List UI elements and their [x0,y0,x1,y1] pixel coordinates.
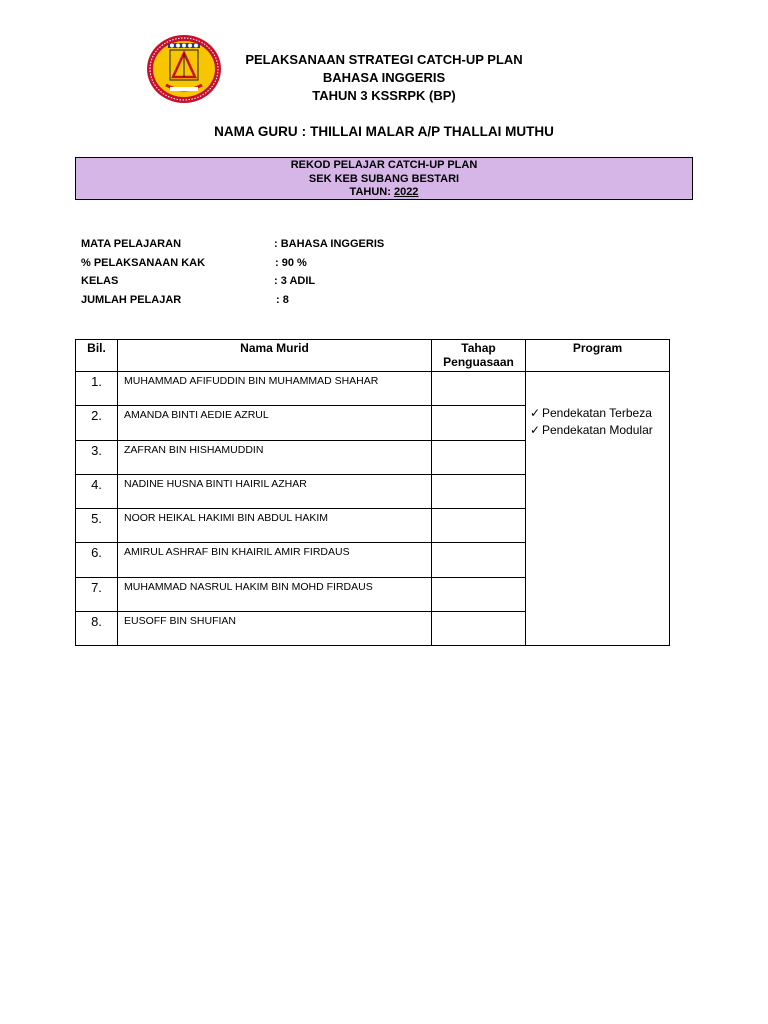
student-table [75,339,670,646]
student-name: NADINE HUSNA BINTI HAIRIL AZHAR [118,474,432,508]
tahap-cell [432,474,526,508]
info-value: : 90 % [275,256,307,269]
record-school: SEK KEB SUBANG BESTARI [308,172,460,185]
row-number: 8. [76,612,118,646]
program-item [530,405,669,422]
row-number: 2. [76,406,118,440]
teacher-name: THILLAI MALAR A/P THALLAI MUTHU [310,124,554,139]
record-year-line [76,186,692,200]
tahap-cell [432,577,526,611]
student-name: ZAFRAN BIN HISHAMUDDIN [118,440,432,474]
table-row [76,372,670,406]
record-title: REKOD PELAJAR CATCH-UP PLAN [290,159,478,171]
info-label: % PELAKSANAAN KAK [81,256,206,269]
teacher-line: NAMA GURU : THILLAI MALAR A/P THALLAI MUTHU [214,124,554,139]
record-year: 2022 [393,186,419,198]
program-label: Pendekatan Terbeza [542,406,652,420]
record-year-label: TAHUN: [349,186,391,198]
tahap-cell [432,543,526,577]
program-label: Pendekatan Modular [542,422,653,437]
row-number: 7. [76,577,118,611]
doc-grade: TAHUN 3 KSSRPK (BP) [312,88,456,103]
row-number: 4. [76,474,118,508]
student-name: MUHAMMAD AFIFUDDIN BIN MUHAMMAD SHAHAR [118,372,432,406]
record-banner [75,157,693,200]
teacher-label: NAMA GURU [214,124,298,139]
student-name: AMIRUL ASHRAF BIN KHAIRIL AMIR FIRDAUS [118,543,432,577]
doc-subject: BAHASA INGGERIS [322,70,446,85]
row-number: 6. [76,543,118,577]
student-name: EUSOFF BIN SHUFIAN [118,612,432,646]
info-value: : BAHASA INGGERIS [274,238,385,250]
row-number: 3. [76,440,118,474]
table-header-row [76,340,670,372]
info-label: JUMLAH PELAJAR [81,294,182,307]
info-value: : 3 ADIL [274,275,316,288]
info-value: : 8 [276,294,289,307]
student-name: NOOR HEIKAL HAKIMI BIN ABDUL HAKIM [118,509,432,543]
tahap-cell [432,612,526,646]
program-cell [526,372,670,646]
info-label: KELAS [81,275,119,288]
header-program: Program [526,340,670,372]
doc-title: PELAKSANAAN STRATEGI CATCH-UP PLAN [245,52,523,67]
row-number: 1. [76,372,118,406]
row-number: 5. [76,509,118,543]
header-tahap: Tahap Penguasaan [432,340,526,372]
info-label: MATA PELAJARAN [81,238,182,250]
check-icon: ✓ [530,406,541,420]
tahap-cell [432,406,526,440]
tahap-cell [432,509,526,543]
student-name: MUHAMMAD NASRUL HAKIM BIN MOHD FIRDAUS [118,577,432,611]
tahap-cell [432,440,526,474]
check-icon: ✓ [530,422,541,437]
student-name: AMANDA BINTI AEDIE AZRUL [118,406,432,440]
tahap-cell [432,372,526,406]
header-bil: Bil. [76,340,118,372]
program-list [526,405,669,438]
header-name: Nama Murid [118,340,432,372]
program-item [530,422,669,439]
